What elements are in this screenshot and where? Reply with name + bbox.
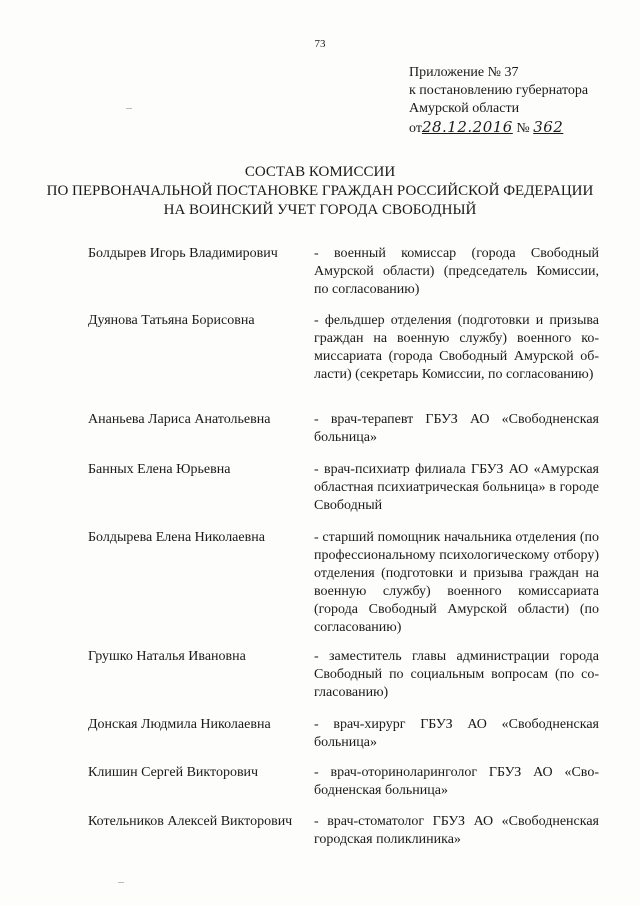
member-name: Банных Елена Юрьевна bbox=[88, 462, 231, 477]
member-role: - старший помощник начальника отделения (по профессиональному психологическому отбору) отделения (подготовки и призыва граждан на военную службу) военного комиссариата (города Свободный Амурской области) (по согласованию) bbox=[314, 530, 599, 635]
member-role: - заместитель главы администрации города Свободный по социальным вопросам (по согласованию) bbox=[314, 649, 599, 700]
member-role: - военный комиссар (города Свободный Амурской области) (председатель Комиссии, по согласованию) bbox=[314, 246, 599, 297]
scan-speck bbox=[126, 108, 132, 109]
scan-speck bbox=[118, 882, 124, 883]
appendix-date-line bbox=[409, 118, 588, 138]
appendix-number: Приложение № 37 bbox=[409, 65, 519, 80]
member-name: Донская Людмила Николаевна bbox=[88, 717, 271, 732]
member-name: Котельников Алексей Викторович bbox=[88, 814, 293, 829]
title-line-1: СОСТАВ КОМИССИИ bbox=[244, 164, 396, 180]
member-name: Ананьева Лариса Анатольевна bbox=[88, 412, 271, 427]
member-role: - врач-психиатр филиала ГБУЗ АО «Амурская областная психиатрическая больница» в городе Свободный bbox=[314, 462, 599, 513]
member-name: Клишин Сергей Викторович bbox=[88, 765, 259, 780]
member-name: Болдырева Елена Николаевна bbox=[88, 530, 265, 545]
handwritten-date: 28.12.2016 bbox=[421, 118, 513, 136]
member-role: - врач-терапевт ГБУЗ АО «Свободненская больница» bbox=[314, 412, 599, 445]
member-role: - врач-стоматолог ГБУЗ АО «Свободненская городская поликлиника» bbox=[314, 814, 599, 847]
member-name: Грушко Наталья Ивановна bbox=[88, 649, 246, 664]
page-number: 73 bbox=[314, 38, 326, 50]
title-line-2: ПО ПЕРВОНАЧАЛЬНОЙ ПОСТАНОВКЕ ГРАЖДАН РОССИЙСКОЙ ФЕДЕРАЦИИ bbox=[46, 183, 594, 199]
member-role: - фельдшер отделения (подготовки и призыва граждан на военную службу) военного комиссариата (города Свободный Амурской области) (секретарь Комиссии, по согласованию) bbox=[314, 313, 599, 382]
date-prefix: от bbox=[409, 121, 422, 136]
member-role: - врач-оториноларинголог ГБУЗ АО «Свободненская больница» bbox=[314, 765, 599, 798]
handwritten-number: 362 bbox=[533, 118, 564, 136]
number-prefix: № bbox=[516, 121, 530, 136]
member-role: - врач-хирург ГБУЗ АО «Свободненская больница» bbox=[314, 717, 599, 750]
member-name: Болдырев Игорь Владимирович bbox=[88, 246, 278, 261]
member-name: Дуянова Татьяна Борисовна bbox=[88, 313, 255, 328]
appendix-decree: к постановлению губернатора bbox=[409, 83, 589, 98]
title-line-3: НА ВОИНСКИЙ УЧЕТ ГОРОДА СВОБОДНЫЙ bbox=[163, 202, 477, 218]
document-title bbox=[0, 163, 640, 220]
appendix-header bbox=[409, 64, 588, 138]
appendix-region: Амурской области bbox=[409, 101, 520, 116]
